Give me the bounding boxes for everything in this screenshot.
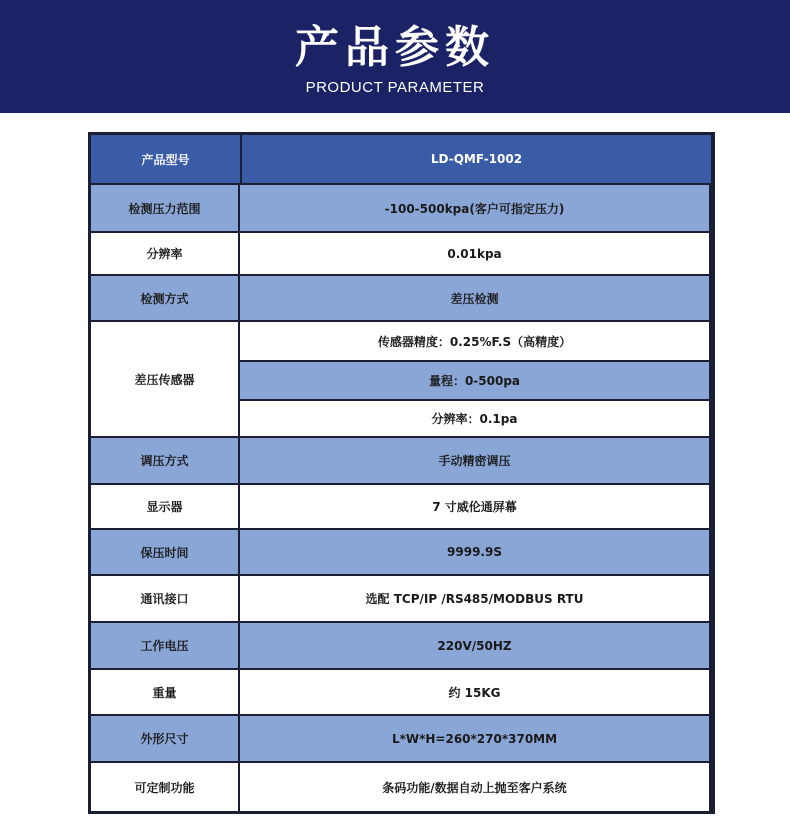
header-value: LD-QMF-1002 (242, 135, 711, 183)
sub-row-value: 传感器精度：0.25%F.S（高精度） (240, 322, 709, 360)
table-row (91, 716, 712, 761)
row-label: 外形尺寸 (91, 716, 238, 761)
table-row (91, 438, 712, 483)
row-label: 检测方式 (91, 276, 238, 320)
row-value: 选配 TCP/IP /RS485/MODBUS RTU (240, 576, 709, 621)
row-value: L*W*H=260*270*370MM (240, 716, 709, 761)
sub-row-value: 分辨率：0.1pa (240, 401, 709, 436)
sub-row-value: 量程：0-500pa (240, 362, 709, 399)
table-row (91, 576, 712, 621)
table-header-row (91, 135, 712, 183)
row-label: 调压方式 (91, 438, 238, 483)
table-row (91, 233, 712, 274)
row-label: 重量 (91, 670, 238, 714)
row-value: 220V/50HZ (240, 623, 709, 668)
row-value: 9999.9S (240, 530, 709, 574)
merged-row-label: 差压传感器 (91, 322, 238, 436)
header-label: 产品型号 (91, 135, 240, 183)
row-value: 约 15KG (240, 670, 709, 714)
row-label: 工作电压 (91, 623, 238, 668)
row-label: 显示器 (91, 485, 238, 528)
row-label: 可定制功能 (91, 763, 238, 811)
row-value: 条码功能/数据自动上抛至客户系统 (240, 763, 709, 811)
row-value: 7 寸威伦通屏幕 (240, 485, 709, 528)
table-row (91, 670, 712, 714)
row-label: 保压时间 (91, 530, 238, 574)
page-title: 产品参数 (295, 22, 495, 73)
row-label: 检测压力范围 (91, 185, 238, 231)
table-row (91, 623, 712, 668)
table-row (91, 276, 712, 320)
table-row (91, 530, 712, 574)
row-value: 0.01kpa (240, 233, 709, 274)
row-value: 手动精密调压 (240, 438, 709, 483)
page-subtitle: PRODUCT PARAMETER (305, 79, 485, 96)
row-label: 通讯接口 (91, 576, 238, 621)
row-value: 差压检测 (240, 276, 709, 320)
table-row (91, 763, 712, 811)
table-row (91, 485, 712, 528)
parameter-table (88, 132, 715, 814)
header-banner (0, 0, 790, 113)
row-label: 分辨率 (91, 233, 238, 274)
table-row (91, 185, 712, 231)
row-value: -100-500kpa(客户可指定压力) (240, 185, 709, 231)
